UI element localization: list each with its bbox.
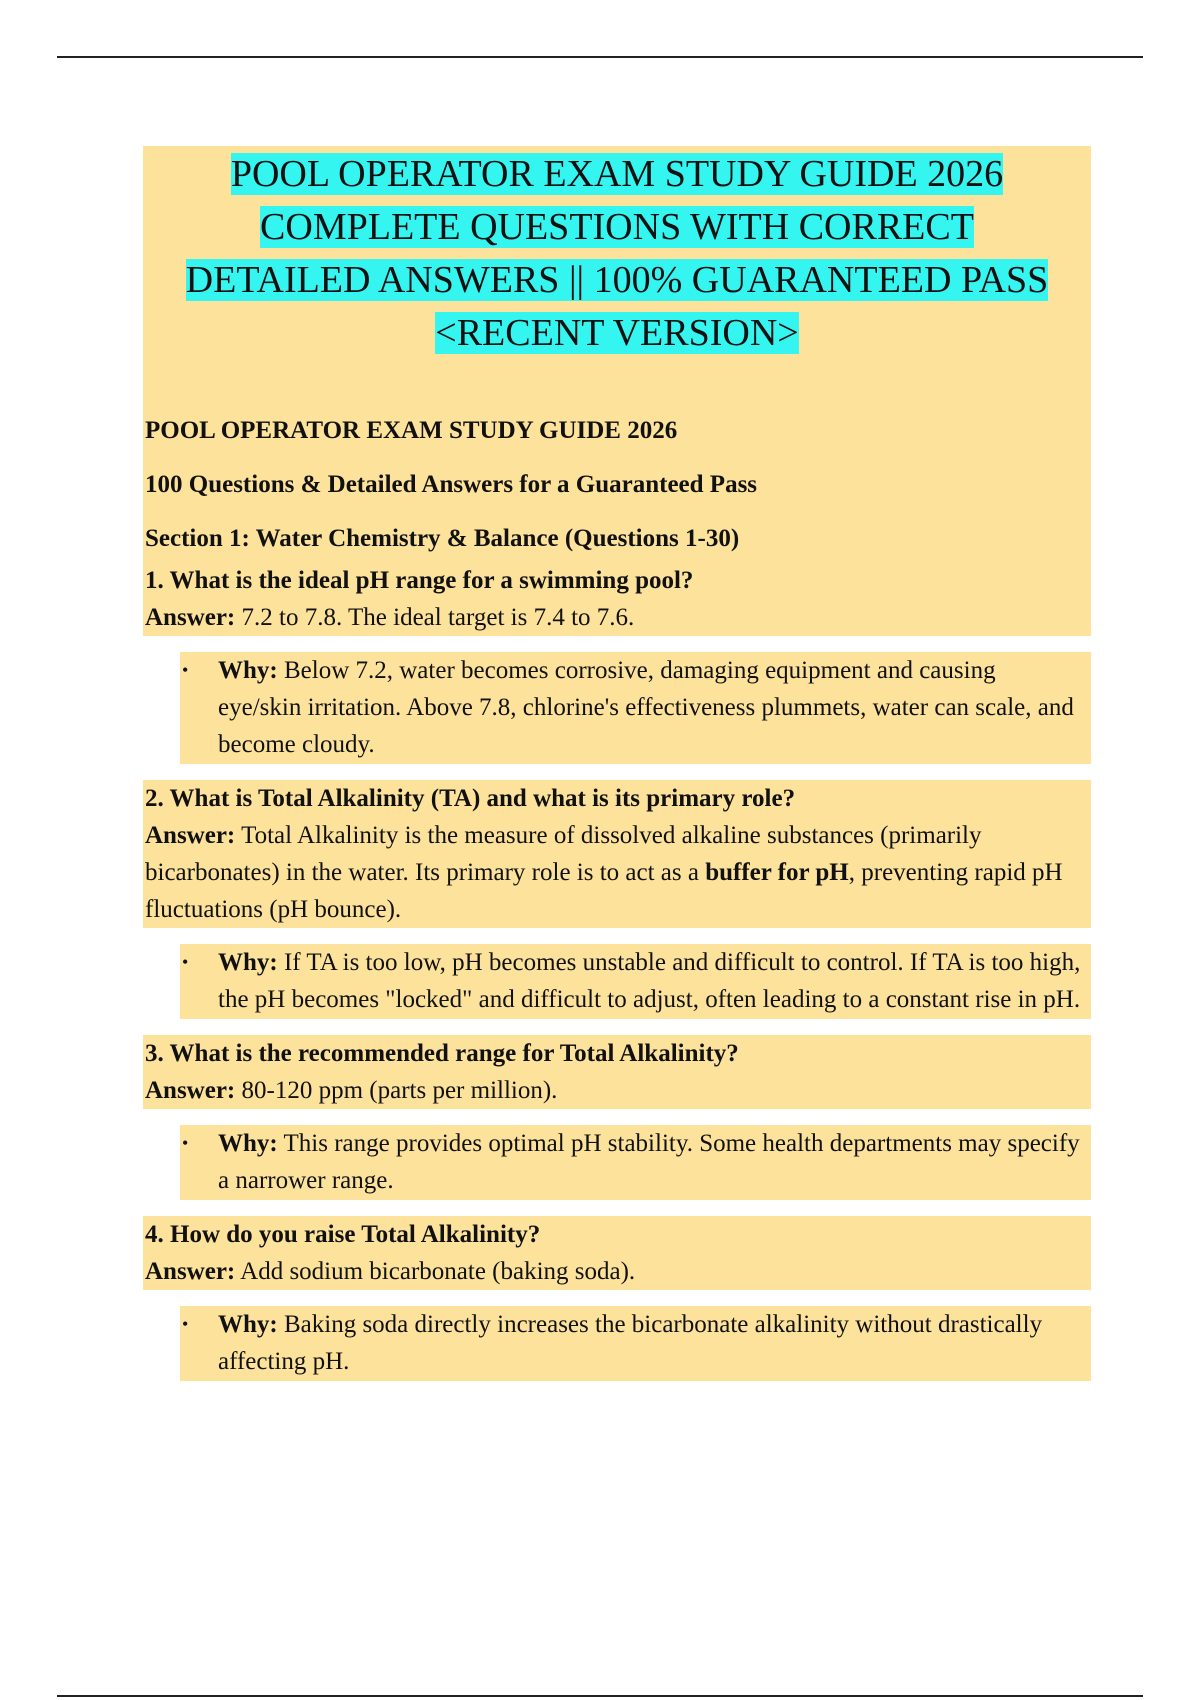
why-text: This range provides optimal pH stability. Some health departments may specify a narrower range. (218, 1130, 1080, 1194)
question-text: 3. What is the recommended range for Total Alkalinity? (145, 1040, 739, 1067)
bullet-icon: • (182, 1314, 189, 1334)
bullet-icon: • (182, 660, 189, 680)
why-item (180, 652, 1091, 764)
footer-rule (57, 1695, 1143, 1697)
document-body (143, 146, 1091, 1381)
guide-subtitle: 100 Questions & Detailed Answers for a Guaranteed Pass (145, 471, 758, 498)
why-text: If TA is too low, pH becomes unstable and difficult to control. If TA is too high, the pH becomes "locked" and difficult to adjust, often leading to a constant rise in pH. (218, 949, 1081, 1013)
answer-text (145, 1253, 1089, 1290)
why-label: Why: (218, 1130, 278, 1157)
answer-text (145, 1072, 1089, 1109)
guide-heading: POOL OPERATOR EXAM STUDY GUIDE 2026 (145, 417, 678, 444)
answer-label: Answer: (145, 1077, 236, 1104)
question-block (143, 562, 1091, 636)
answer-text (145, 817, 1089, 928)
question-block (143, 780, 1091, 928)
why-item (180, 1125, 1091, 1200)
title-block (143, 146, 1091, 396)
answer-value-end: , preventing rapid pH fluctuations (pH bounce). (145, 859, 1063, 923)
why-text: Below 7.2, water becomes corrosive, damaging equipment and causing eye/skin irritation. Above 7.8, chlorine's effectiveness plummets, water can scale, and become cloudy. (218, 657, 1074, 758)
why-label: Why: (218, 1311, 278, 1338)
question-text: 1. What is the ideal pH range for a swimming pool? (145, 567, 694, 594)
answer-text (145, 599, 1089, 636)
question-text: 2. What is Total Alkalinity (TA) and what is its primary role? (145, 785, 796, 812)
answer-value: Total Alkalinity is the measure of dissolved alkaline substances (primarily bicarbonates) in the water. Its primary role is to act as a (145, 822, 982, 886)
title-line-4: <RECENT VERSION> (435, 312, 799, 354)
why-item (180, 944, 1091, 1019)
answer-emphasis: buffer for pH (705, 859, 849, 886)
answer-value: 80-120 ppm (parts per million). (235, 1077, 558, 1104)
question-block (143, 1216, 1091, 1290)
answer-label: Answer: (145, 822, 236, 849)
answer-value: Add sodium bicarbonate (baking soda). (235, 1258, 636, 1285)
title-line-3: DETAILED ANSWERS || 100% GUARANTEED PASS (185, 259, 1049, 301)
title-line-2: COMPLETE QUESTIONS WITH CORRECT (260, 206, 974, 248)
why-label: Why: (218, 657, 278, 684)
section-heading: Section 1: Water Chemistry & Balance (Questions 1-30) (145, 525, 740, 552)
bullet-icon: • (182, 1133, 189, 1153)
title-line-1: POOL OPERATOR EXAM STUDY GUIDE 2026 (230, 153, 1004, 195)
question-text: 4. How do you raise Total Alkalinity? (145, 1221, 541, 1248)
header-rule (57, 56, 1143, 58)
answer-value: 7.2 to 7.8. The ideal target is 7.4 to 7.6. (235, 604, 635, 631)
why-item (180, 1306, 1091, 1381)
why-label: Why: (218, 949, 278, 976)
question-block (143, 1035, 1091, 1109)
answer-label: Answer: (145, 604, 236, 631)
intro-headings (143, 396, 1091, 562)
document-title (153, 148, 1081, 360)
why-text: Baking soda directly increases the bicarbonate alkalinity without drastically affecting pH. (218, 1311, 1043, 1375)
answer-label: Answer: (145, 1258, 236, 1285)
bullet-icon: • (182, 952, 189, 972)
